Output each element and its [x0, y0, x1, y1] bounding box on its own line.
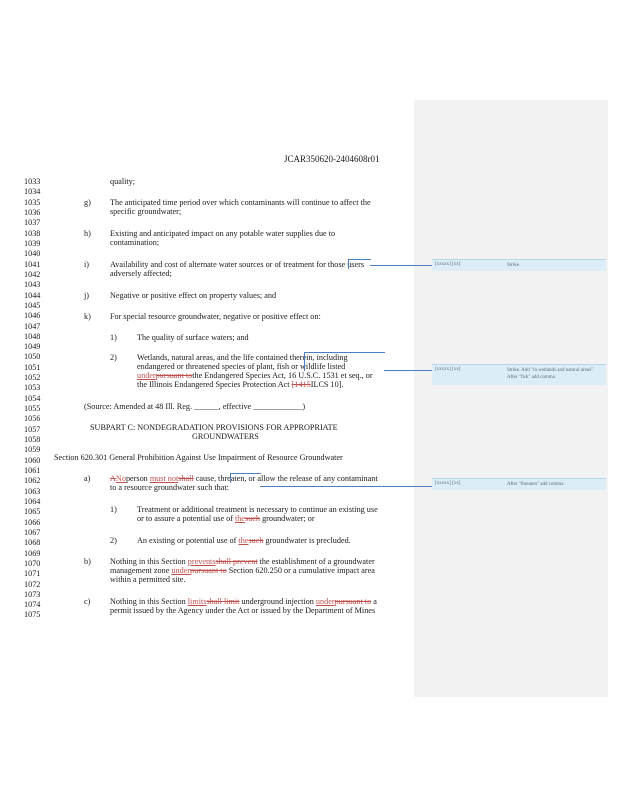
deletion: A	[110, 474, 116, 483]
deletion: [1415	[291, 380, 311, 389]
deletion: such	[248, 536, 264, 545]
insertion: No	[115, 474, 126, 483]
line-number: 1070	[24, 558, 41, 568]
item-label: g)	[84, 198, 91, 207]
body-line: adversely affected;	[110, 269, 172, 278]
body-line: specific groundwater;	[110, 207, 182, 216]
body-line: ANoperson must notshall cause, threaten, or allow the release of any contaminant	[110, 474, 378, 483]
line-number: 1053	[24, 383, 41, 393]
source-note: (Source: Amended at 48 Ill. Reg. ______, effective ____________)	[84, 402, 306, 411]
comment-connector	[370, 265, 432, 266]
comment-text: After "threaten" add comma	[507, 482, 564, 487]
line-number: 1043	[24, 280, 41, 290]
body-line: Availability and cost of alternate water sources or of treatment for those users	[110, 260, 365, 269]
comment-author: [xxxxx] [xx]	[435, 367, 461, 372]
line-number: 1034	[24, 187, 41, 197]
insertion: limits	[187, 597, 207, 606]
item-label: i)	[84, 260, 90, 269]
deletion: such	[245, 514, 261, 523]
body-line: to a resource groundwater such that:	[110, 483, 229, 492]
deletion: pursuant to	[334, 597, 372, 606]
body-line: management zone underpursuant to Section 620.250 or a cumulative impact area	[110, 566, 375, 575]
line-number: 1049	[24, 342, 41, 352]
line-number: 1075	[24, 610, 41, 620]
line-number: 1045	[24, 300, 41, 310]
line-number: 1035	[24, 197, 41, 207]
item-label: k)	[84, 312, 91, 321]
body-line: An existing or potential use of thesuch groundwater is precluded.	[137, 536, 351, 545]
item-label: j)	[84, 291, 90, 300]
item-label: a)	[84, 474, 91, 483]
deletion: shall limit	[206, 597, 240, 606]
deletion: pursuant to	[155, 371, 193, 380]
line-number: 1047	[24, 321, 41, 331]
line-number: 1069	[24, 548, 41, 558]
line-number: 1064	[24, 496, 41, 506]
line-number: 1072	[24, 579, 41, 589]
line-number: 1058	[24, 435, 41, 444]
deletion: shall	[178, 474, 194, 483]
line-number: 1040	[24, 249, 41, 259]
insertion: the	[235, 514, 246, 523]
body-line: contamination;	[110, 238, 160, 247]
comment-connector	[260, 486, 432, 487]
line-number: 1052	[24, 373, 41, 383]
line-number: 1051	[24, 362, 41, 372]
comment-author: [xxxxx] [xx]	[435, 481, 461, 486]
comment-author: [xxxxx] [xx]	[435, 262, 461, 267]
line-number: 1066	[24, 517, 41, 527]
item-label: 2)	[110, 353, 117, 362]
markup-pane	[414, 100, 608, 697]
insertion: prevents	[187, 557, 216, 566]
body-line: Nothing in this Section limitsshall limit underground injection underpursuant to a	[110, 597, 377, 606]
body-line: or to assure a potential use of thesuch groundwater; or	[137, 514, 315, 523]
body-line: Treatment or additional treatment is necessary to continue an existing use	[137, 505, 378, 514]
insertion: must not	[149, 474, 179, 483]
line-number: 1037	[24, 218, 41, 228]
body-line: quality;	[110, 177, 136, 186]
line-number: 1038	[24, 228, 41, 238]
body-line: For special resource groundwater, negative or positive effect on:	[110, 312, 321, 321]
deletion: shall prevent	[215, 557, 258, 566]
comment-anchor[interactable]	[304, 352, 385, 371]
insertion: under	[137, 371, 156, 380]
line-number: 1055	[24, 404, 41, 413]
line-number: 1073	[24, 589, 41, 599]
line-number: 1042	[24, 269, 41, 279]
comment-text: Strike. Add "in wetlands and natural areas". After "fish" add comma	[507, 368, 595, 380]
line-number: 1074	[24, 600, 41, 610]
comment-balloon[interactable]	[432, 478, 606, 490]
body-line: The anticipated time period over which contaminants will continue to affect the	[110, 198, 371, 207]
comment-balloon[interactable]	[432, 364, 606, 385]
line-number: 1039	[24, 238, 41, 248]
body-line: underpursuant tothe Endangered Species Act, 16 U.S.C. 1531 et seq., or	[137, 371, 373, 380]
comment-anchor[interactable]	[348, 259, 371, 269]
item-label: 1)	[110, 333, 117, 342]
line-number: 1059	[24, 445, 41, 455]
body-line: Existing and anticipated impact on any potable water supplies due to	[110, 229, 336, 238]
comment-balloon[interactable]	[432, 259, 606, 271]
line-number: 1067	[24, 527, 41, 537]
section-heading: Section 620.301 General Prohibition Against Use Impairment of Resource Groundwater	[54, 453, 343, 462]
line-number: 1065	[24, 507, 41, 517]
line-number: 1054	[24, 393, 41, 403]
body-line: Wetlands, natural areas, and the life contained therein, including	[137, 353, 348, 362]
line-number: 1060	[24, 455, 41, 465]
body-line: Negative or positive effect on property values; and	[110, 291, 277, 300]
line-number: 1061	[24, 466, 41, 475]
line-number: 1048	[24, 331, 41, 341]
subpart-heading: SUBPART C: NONDEGRADATION PROVISIONS FOR APPROPRIATE	[90, 423, 338, 432]
item-label: c)	[84, 597, 91, 606]
item-label: b)	[84, 557, 91, 566]
subpart-heading: GROUNDWATERS	[192, 432, 259, 441]
line-number: 1057	[24, 424, 41, 434]
insertion: under	[315, 597, 335, 606]
line-number: 1036	[24, 208, 41, 217]
body-line: the Illinois Endangered Species Protection Act [1415ILCS 10].	[137, 380, 344, 389]
body-line: Nothing in this Section preventsshall prevent the establishment of a groundwater	[110, 557, 375, 566]
line-number: 1062	[24, 476, 41, 486]
line-number: 1044	[24, 290, 41, 300]
comment-anchor[interactable]	[230, 473, 261, 483]
body-line: within a permitted site.	[110, 575, 186, 584]
line-number: 1068	[24, 538, 41, 548]
line-number: 1033	[24, 177, 41, 186]
insertion: the	[238, 536, 249, 545]
comment-text: Strike.	[507, 263, 521, 268]
insertion: under	[171, 566, 191, 575]
line-number: 1050	[24, 352, 41, 362]
document-header: JCAR350620-2404608r01	[284, 154, 380, 164]
body-line: permit issued by the Agency under the Act or issued by the Department of Mines	[110, 606, 376, 615]
item-label: 1)	[110, 505, 117, 514]
item-label: 2)	[110, 536, 117, 545]
line-number: 1071	[24, 569, 41, 579]
line-number: 1056	[24, 414, 41, 424]
body-line: endangered or threatened species of plant, fish or wildlife listed	[137, 362, 346, 371]
line-number: 1046	[24, 311, 41, 321]
deletion: pursuant to	[190, 566, 227, 575]
item-label: h)	[84, 229, 91, 238]
body-line: The quality of surface waters; and	[137, 333, 249, 342]
line-number: 1041	[24, 259, 41, 269]
line-number: 1063	[24, 486, 41, 496]
comment-connector	[384, 370, 432, 371]
